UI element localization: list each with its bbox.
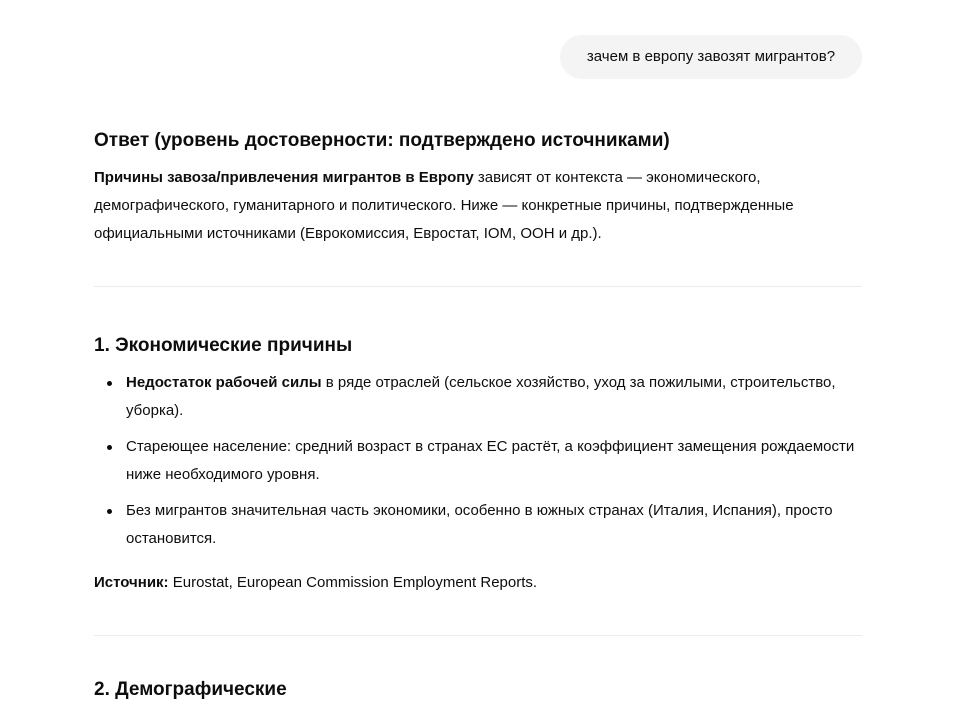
source-label: Источник: bbox=[94, 574, 169, 591]
intro-bold-text: Причины завоза/привлечения мигрантов в Европу bbox=[94, 169, 474, 186]
user-message-bubble: зачем в европу завозят мигрантов? bbox=[560, 35, 862, 79]
list-item-text: Стареющее население: средний возраст в странах ЕС растёт, а коэффициент замещения рождаемости ниже необходимого уровня. bbox=[126, 438, 855, 483]
list-item bbox=[126, 433, 862, 489]
list-item-text: в ряде отраслей (сельское хозяйство, уход за пожилыми, строительство, уборка). bbox=[126, 374, 836, 419]
answer-intro bbox=[94, 164, 862, 248]
section-divider bbox=[94, 635, 862, 636]
economic-reasons-list bbox=[94, 369, 862, 561]
bullet-dot bbox=[107, 445, 112, 450]
bullet-dot bbox=[107, 509, 112, 514]
answer-title: Ответ (уровень достоверности: подтверждено источниками) bbox=[94, 130, 670, 151]
section-divider bbox=[94, 286, 862, 287]
list-item bbox=[126, 497, 862, 553]
section-title-economic: 1. Экономические причины bbox=[94, 335, 353, 356]
bullet-dot bbox=[107, 381, 112, 386]
intro-text: зависят от контекста — экономического, демографического, гуманитарного и политического. Ниже — конкретные причины, подтвержденные официальными источниками (Еврокомиссия, Евростат, IOM, ООН и др.). bbox=[94, 169, 794, 242]
source-line bbox=[94, 569, 537, 597]
source-text: Eurostat, European Commission Employment Reports. bbox=[168, 574, 538, 591]
list-item-text: Без мигрантов значительная часть экономики, особенно в южных странах (Италия, Испания), просто остановится. bbox=[126, 502, 833, 547]
section-title-demographic: 2. Демографические bbox=[94, 679, 287, 700]
list-item-bold: Недостаток рабочей силы bbox=[126, 374, 322, 391]
list-item bbox=[126, 369, 862, 425]
